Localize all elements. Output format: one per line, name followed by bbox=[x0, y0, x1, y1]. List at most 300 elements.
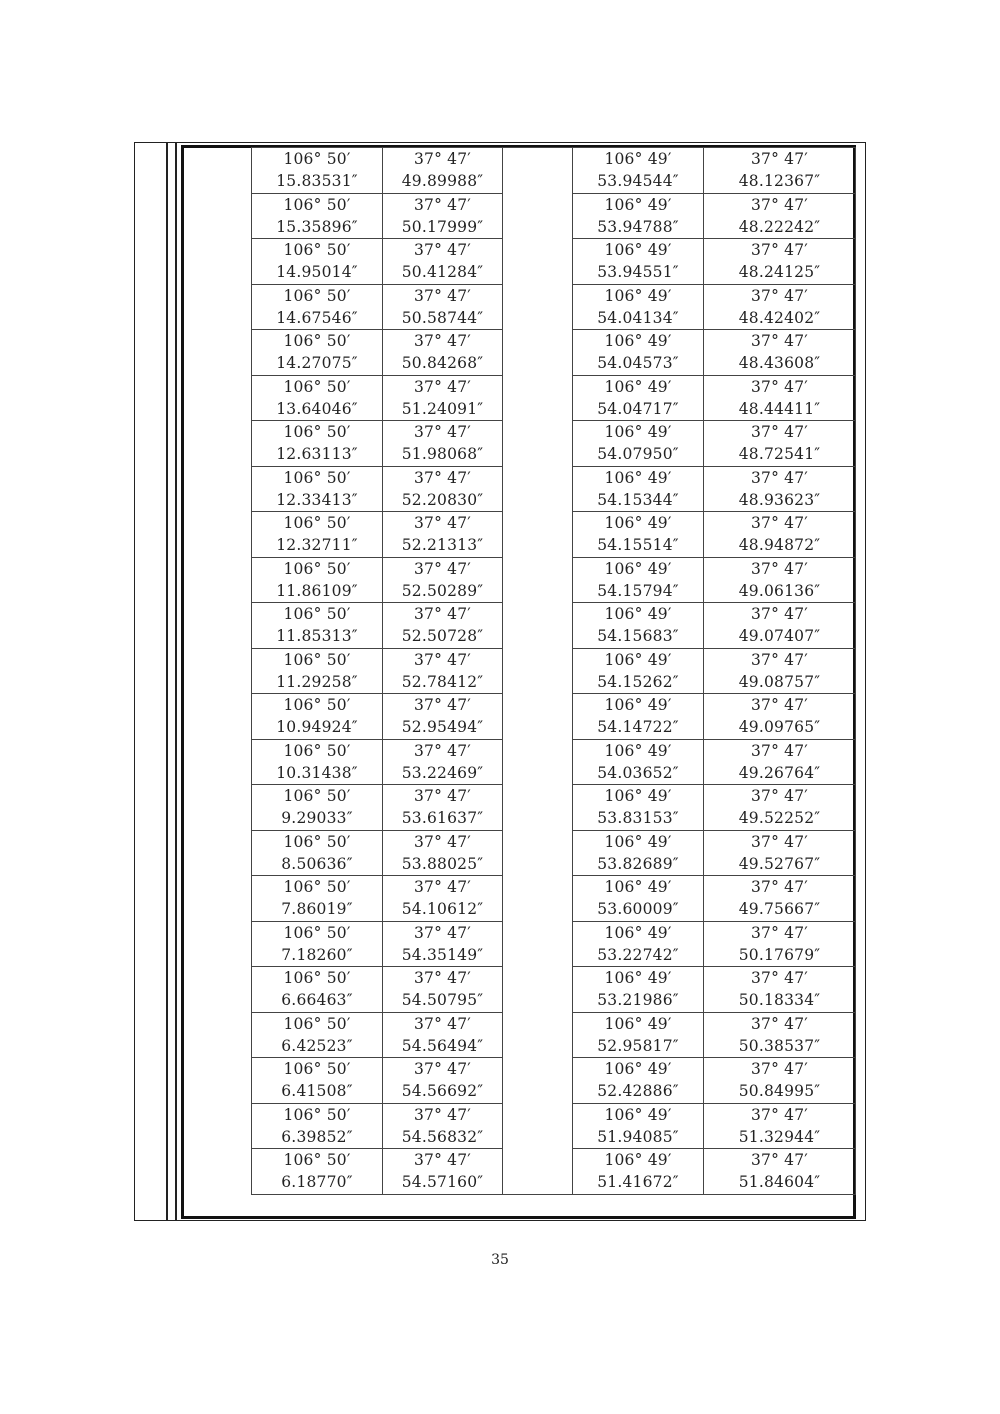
coordinate-text: 54.15344″ bbox=[597, 490, 679, 509]
longitude-cell-1 bbox=[252, 193, 383, 239]
coordinate-text: 52.20830″ bbox=[401, 490, 484, 509]
coordinate-text: 50.38537″ bbox=[738, 1036, 821, 1055]
coordinate-text: 106° 50′ bbox=[283, 377, 351, 396]
coordinate-text: 49.52252″ bbox=[738, 809, 821, 828]
coordinate-text: 50.84268″ bbox=[401, 354, 484, 373]
coordinate-text: 54.56832″ bbox=[401, 1127, 484, 1146]
longitude-cell-1 bbox=[252, 830, 383, 876]
longitude-cell-1 bbox=[252, 694, 383, 740]
coordinate-text: 50.84995″ bbox=[738, 1082, 821, 1101]
coordinate-text: 49.75667″ bbox=[738, 900, 821, 919]
coordinate-text: 8.50636″ bbox=[281, 854, 353, 873]
longitude-cell-1 bbox=[252, 785, 383, 831]
coordinate-text: 54.15794″ bbox=[597, 581, 679, 600]
coordinate-text: 49.09765″ bbox=[738, 718, 821, 737]
coordinate-text: 37° 47′ bbox=[413, 1105, 472, 1124]
latitude-cell-1 bbox=[383, 557, 503, 603]
coordinate-text: 6.39852″ bbox=[281, 1127, 353, 1146]
longitude-cell-2 bbox=[573, 876, 704, 922]
coordinate-text: 106° 50′ bbox=[283, 286, 351, 305]
longitude-cell-2 bbox=[573, 603, 704, 649]
coordinate-text: 54.15514″ bbox=[597, 536, 679, 555]
empty-cell bbox=[503, 193, 573, 239]
coordinate-text: 52.50728″ bbox=[401, 627, 484, 646]
coordinate-text: 106° 50′ bbox=[283, 559, 351, 578]
longitude-cell-2 bbox=[573, 239, 704, 285]
coordinate-text: 106° 49′ bbox=[604, 787, 672, 806]
longitude-cell-2 bbox=[573, 739, 704, 785]
longitude-cell-2 bbox=[573, 1103, 704, 1149]
coordinate-text: 37° 47′ bbox=[750, 241, 809, 260]
coordinate-text: 54.35149″ bbox=[401, 945, 484, 964]
latitude-cell-2 bbox=[704, 785, 856, 831]
latitude-cell-2 bbox=[704, 694, 856, 740]
coordinate-text: 11.85313″ bbox=[276, 627, 358, 646]
coordinate-text: 106° 49′ bbox=[604, 150, 672, 169]
longitude-cell-2 bbox=[573, 330, 704, 376]
coordinate-table bbox=[251, 147, 856, 1195]
coordinate-text: 37° 47′ bbox=[750, 377, 809, 396]
longitude-cell-2 bbox=[573, 785, 704, 831]
coordinate-text: 37° 47′ bbox=[413, 741, 472, 760]
coordinate-text: 48.44411″ bbox=[738, 399, 821, 418]
longitude-cell-2 bbox=[573, 830, 704, 876]
coordinate-text: 37° 47′ bbox=[750, 195, 809, 214]
latitude-cell-1 bbox=[383, 921, 503, 967]
coordinate-text: 37° 47′ bbox=[750, 1014, 809, 1033]
coordinate-text: 37° 47′ bbox=[413, 514, 472, 533]
coordinate-text: 10.31438″ bbox=[276, 763, 358, 782]
coordinate-text: 6.41508″ bbox=[281, 1082, 353, 1101]
coordinate-text: 6.42523″ bbox=[281, 1036, 353, 1055]
coordinate-text: 48.22242″ bbox=[738, 217, 821, 236]
coordinate-text: 54.15262″ bbox=[597, 672, 679, 691]
latitude-cell-1 bbox=[383, 876, 503, 922]
empty-cell bbox=[503, 603, 573, 649]
coordinate-text: 37° 47′ bbox=[750, 286, 809, 305]
coordinate-text: 106° 49′ bbox=[604, 468, 672, 487]
coordinate-text: 51.94085″ bbox=[597, 1127, 679, 1146]
table-row bbox=[252, 330, 856, 376]
coordinate-text: 37° 47′ bbox=[413, 923, 472, 942]
coordinate-text: 54.14722″ bbox=[597, 718, 679, 737]
latitude-cell-1 bbox=[383, 603, 503, 649]
coordinate-text: 14.95014″ bbox=[276, 263, 358, 282]
coordinate-text: 54.56494″ bbox=[401, 1036, 484, 1055]
latitude-cell-1 bbox=[383, 648, 503, 694]
table-row bbox=[252, 1149, 856, 1195]
coordinate-text: 106° 50′ bbox=[283, 741, 351, 760]
coordinate-text: 52.21313″ bbox=[401, 536, 484, 555]
latitude-cell-2 bbox=[704, 921, 856, 967]
coordinate-text: 53.83153″ bbox=[597, 809, 679, 828]
latitude-cell-2 bbox=[704, 148, 856, 194]
coordinate-text: 48.94872″ bbox=[738, 536, 821, 555]
coordinate-text: 7.86019″ bbox=[281, 900, 353, 919]
latitude-cell-2 bbox=[704, 239, 856, 285]
coordinate-text: 14.67546″ bbox=[276, 308, 358, 327]
longitude-cell-2 bbox=[573, 967, 704, 1013]
longitude-cell-1 bbox=[252, 421, 383, 467]
coordinate-text: 37° 47′ bbox=[413, 468, 472, 487]
coordinate-text: 37° 47′ bbox=[413, 969, 472, 988]
coordinate-text: 12.63113″ bbox=[276, 445, 358, 464]
coordinate-text: 15.83531″ bbox=[276, 172, 358, 191]
empty-cell bbox=[503, 284, 573, 330]
coordinate-text: 37° 47′ bbox=[750, 1151, 809, 1170]
longitude-cell-1 bbox=[252, 648, 383, 694]
coordinate-text: 37° 47′ bbox=[750, 650, 809, 669]
coordinate-text: 106° 50′ bbox=[283, 423, 351, 442]
table-row bbox=[252, 694, 856, 740]
latitude-cell-2 bbox=[704, 284, 856, 330]
latitude-cell-1 bbox=[383, 193, 503, 239]
coordinate-text: 37° 47′ bbox=[750, 423, 809, 442]
latitude-cell-1 bbox=[383, 284, 503, 330]
longitude-cell-1 bbox=[252, 1012, 383, 1058]
coordinate-text: 48.93623″ bbox=[738, 490, 821, 509]
coordinate-text: 54.15683″ bbox=[597, 627, 679, 646]
table-row bbox=[252, 830, 856, 876]
longitude-cell-2 bbox=[573, 375, 704, 421]
empty-cell bbox=[503, 876, 573, 922]
empty-cell bbox=[503, 785, 573, 831]
coordinate-text: 49.52767″ bbox=[738, 854, 821, 873]
coordinate-text: 37° 47′ bbox=[413, 832, 472, 851]
latitude-cell-2 bbox=[704, 421, 856, 467]
latitude-cell-2 bbox=[704, 1012, 856, 1058]
latitude-cell-2 bbox=[704, 557, 856, 603]
coordinate-text: 49.07407″ bbox=[738, 627, 821, 646]
longitude-cell-1 bbox=[252, 512, 383, 558]
latitude-cell-2 bbox=[704, 739, 856, 785]
coordinate-text: 53.94788″ bbox=[597, 217, 679, 236]
coordinate-text: 37° 47′ bbox=[413, 423, 472, 442]
coordinate-text: 37° 47′ bbox=[750, 741, 809, 760]
table-row bbox=[252, 1012, 856, 1058]
coordinate-text: 106° 49′ bbox=[604, 605, 672, 624]
coordinate-text: 37° 47′ bbox=[750, 150, 809, 169]
coordinate-text: 106° 50′ bbox=[283, 969, 351, 988]
latitude-cell-1 bbox=[383, 375, 503, 421]
latitude-cell-1 bbox=[383, 694, 503, 740]
coordinate-text: 52.95817″ bbox=[597, 1036, 679, 1055]
table-row bbox=[252, 1103, 856, 1149]
longitude-cell-2 bbox=[573, 512, 704, 558]
table-row bbox=[252, 967, 856, 1013]
longitude-cell-1 bbox=[252, 148, 383, 194]
coordinate-text: 52.42886″ bbox=[597, 1082, 679, 1101]
coordinate-text: 51.98068″ bbox=[401, 445, 484, 464]
latitude-cell-2 bbox=[704, 375, 856, 421]
latitude-cell-2 bbox=[704, 512, 856, 558]
coordinate-text: 37° 47′ bbox=[750, 332, 809, 351]
coordinate-text: 106° 50′ bbox=[283, 696, 351, 715]
coordinate-text: 10.94924″ bbox=[276, 718, 358, 737]
coordinate-text: 54.56692″ bbox=[401, 1082, 484, 1101]
coordinate-text: 37° 47′ bbox=[413, 195, 472, 214]
longitude-cell-2 bbox=[573, 694, 704, 740]
latitude-cell-2 bbox=[704, 876, 856, 922]
left-column-divider bbox=[166, 142, 168, 1221]
empty-cell bbox=[503, 1103, 573, 1149]
coordinate-text: 106° 50′ bbox=[283, 1060, 351, 1079]
longitude-cell-1 bbox=[252, 603, 383, 649]
empty-cell bbox=[503, 148, 573, 194]
latitude-cell-2 bbox=[704, 1149, 856, 1195]
coordinate-text: 37° 47′ bbox=[413, 377, 472, 396]
coordinate-text: 11.29258″ bbox=[276, 672, 358, 691]
longitude-cell-2 bbox=[573, 466, 704, 512]
coordinate-text: 53.22742″ bbox=[597, 945, 679, 964]
left-column-double-divider bbox=[175, 142, 177, 1221]
coordinate-text: 53.60009″ bbox=[597, 900, 679, 919]
longitude-cell-2 bbox=[573, 1058, 704, 1104]
coordinate-text: 11.86109″ bbox=[276, 581, 358, 600]
coordinate-text: 50.41284″ bbox=[401, 263, 484, 282]
coordinate-text: 106° 49′ bbox=[604, 969, 672, 988]
coordinate-text: 106° 50′ bbox=[283, 1105, 351, 1124]
coordinate-text: 106° 50′ bbox=[283, 195, 351, 214]
latitude-cell-2 bbox=[704, 603, 856, 649]
table-row bbox=[252, 876, 856, 922]
latitude-cell-1 bbox=[383, 330, 503, 376]
coordinate-text: 54.57160″ bbox=[401, 1173, 484, 1192]
coordinate-text: 52.50289″ bbox=[401, 581, 484, 600]
coordinate-text: 53.88025″ bbox=[401, 854, 484, 873]
coordinate-text: 106° 49′ bbox=[604, 241, 672, 260]
coordinate-text: 53.61637″ bbox=[401, 809, 484, 828]
empty-cell bbox=[503, 512, 573, 558]
longitude-cell-2 bbox=[573, 193, 704, 239]
longitude-cell-1 bbox=[252, 375, 383, 421]
coordinate-text: 106° 49′ bbox=[604, 1014, 672, 1033]
coordinate-text: 37° 47′ bbox=[750, 468, 809, 487]
longitude-cell-1 bbox=[252, 466, 383, 512]
latitude-cell-1 bbox=[383, 830, 503, 876]
coordinate-text: 106° 49′ bbox=[604, 1105, 672, 1124]
latitude-cell-1 bbox=[383, 466, 503, 512]
latitude-cell-2 bbox=[704, 1103, 856, 1149]
coordinate-text: 49.08757″ bbox=[738, 672, 821, 691]
table-row bbox=[252, 239, 856, 285]
coordinate-text: 48.72541″ bbox=[738, 445, 821, 464]
latitude-cell-1 bbox=[383, 1103, 503, 1149]
empty-cell bbox=[503, 557, 573, 603]
coordinate-text: 54.03652″ bbox=[597, 763, 679, 782]
latitude-cell-2 bbox=[704, 193, 856, 239]
coordinate-text: 53.21986″ bbox=[597, 991, 679, 1010]
coordinate-text: 9.29033″ bbox=[281, 809, 353, 828]
coordinate-text: 14.27075″ bbox=[276, 354, 358, 373]
latitude-cell-1 bbox=[383, 512, 503, 558]
coordinate-text: 37° 47′ bbox=[413, 878, 472, 897]
longitude-cell-2 bbox=[573, 557, 704, 603]
coordinate-text: 12.32711″ bbox=[276, 536, 358, 555]
coordinate-text: 106° 49′ bbox=[604, 195, 672, 214]
coordinate-text: 49.26764″ bbox=[738, 763, 821, 782]
longitude-cell-1 bbox=[252, 1103, 383, 1149]
longitude-cell-2 bbox=[573, 1012, 704, 1058]
coordinate-text: 37° 47′ bbox=[413, 559, 472, 578]
empty-cell bbox=[503, 239, 573, 285]
latitude-cell-1 bbox=[383, 239, 503, 285]
latitude-cell-2 bbox=[704, 330, 856, 376]
coordinate-text: 50.17679″ bbox=[738, 945, 821, 964]
table-row bbox=[252, 466, 856, 512]
coordinate-text: 37° 47′ bbox=[750, 923, 809, 942]
table-row bbox=[252, 739, 856, 785]
coordinate-text: 37° 47′ bbox=[750, 878, 809, 897]
empty-cell bbox=[503, 694, 573, 740]
coordinate-text: 37° 47′ bbox=[750, 514, 809, 533]
coordinate-text: 106° 50′ bbox=[283, 923, 351, 942]
coordinate-text: 13.64046″ bbox=[276, 399, 358, 418]
coordinate-text: 37° 47′ bbox=[750, 1060, 809, 1079]
longitude-cell-1 bbox=[252, 921, 383, 967]
empty-cell bbox=[503, 830, 573, 876]
coordinate-text: 52.95494″ bbox=[401, 718, 484, 737]
table-row bbox=[252, 512, 856, 558]
table-row bbox=[252, 148, 856, 194]
coordinate-text: 6.66463″ bbox=[281, 991, 353, 1010]
coordinate-text: 106° 49′ bbox=[604, 423, 672, 442]
latitude-cell-1 bbox=[383, 785, 503, 831]
empty-cell bbox=[503, 967, 573, 1013]
coordinate-text: 51.32944″ bbox=[738, 1127, 821, 1146]
coordinate-text: 106° 49′ bbox=[604, 923, 672, 942]
coordinate-text: 37° 47′ bbox=[750, 559, 809, 578]
coordinate-text: 106° 50′ bbox=[283, 605, 351, 624]
coordinate-text: 54.04134″ bbox=[597, 308, 679, 327]
longitude-cell-2 bbox=[573, 1149, 704, 1195]
coordinate-text: 106° 49′ bbox=[604, 559, 672, 578]
latitude-cell-2 bbox=[704, 967, 856, 1013]
coordinate-text: 53.94551″ bbox=[597, 263, 679, 282]
coordinate-text: 37° 47′ bbox=[750, 1105, 809, 1124]
coordinate-table-body bbox=[252, 148, 856, 1195]
longitude-cell-1 bbox=[252, 557, 383, 603]
latitude-cell-2 bbox=[704, 830, 856, 876]
coordinate-text: 106° 49′ bbox=[604, 1060, 672, 1079]
coordinate-text: 106° 50′ bbox=[283, 787, 351, 806]
table-row bbox=[252, 1058, 856, 1104]
table-row bbox=[252, 557, 856, 603]
coordinate-text: 51.84604″ bbox=[738, 1173, 821, 1192]
coordinate-text: 54.07950″ bbox=[597, 445, 679, 464]
coordinate-text: 106° 49′ bbox=[604, 878, 672, 897]
coordinate-text: 106° 50′ bbox=[283, 650, 351, 669]
coordinate-text: 54.10612″ bbox=[401, 900, 484, 919]
coordinate-text: 106° 49′ bbox=[604, 741, 672, 760]
empty-cell bbox=[503, 375, 573, 421]
table-row bbox=[252, 421, 856, 467]
coordinate-text: 106° 49′ bbox=[604, 286, 672, 305]
coordinate-text: 37° 47′ bbox=[750, 832, 809, 851]
coordinate-text: 53.82689″ bbox=[597, 854, 679, 873]
coordinate-text: 106° 49′ bbox=[604, 1151, 672, 1170]
coordinate-text: 54.04573″ bbox=[597, 354, 679, 373]
coordinate-text: 106° 50′ bbox=[283, 878, 351, 897]
page-number: 35 bbox=[491, 1252, 509, 1268]
coordinate-text: 37° 47′ bbox=[413, 696, 472, 715]
coordinate-text: 48.42402″ bbox=[738, 308, 821, 327]
coordinate-text: 6.18770″ bbox=[281, 1173, 353, 1192]
latitude-cell-1 bbox=[383, 967, 503, 1013]
coordinate-text: 37° 47′ bbox=[750, 696, 809, 715]
latitude-cell-2 bbox=[704, 648, 856, 694]
longitude-cell-1 bbox=[252, 239, 383, 285]
coordinate-text: 49.89988″ bbox=[401, 172, 484, 191]
coordinate-text: 50.17999″ bbox=[401, 217, 484, 236]
latitude-cell-1 bbox=[383, 421, 503, 467]
latitude-cell-2 bbox=[704, 466, 856, 512]
longitude-cell-2 bbox=[573, 284, 704, 330]
longitude-cell-2 bbox=[573, 921, 704, 967]
coordinate-text: 37° 47′ bbox=[413, 150, 472, 169]
coordinate-text: 106° 50′ bbox=[283, 832, 351, 851]
table-row bbox=[252, 648, 856, 694]
coordinate-text: 54.50795″ bbox=[401, 991, 484, 1010]
coordinate-text: 106° 50′ bbox=[283, 241, 351, 260]
empty-cell bbox=[503, 466, 573, 512]
latitude-cell-1 bbox=[383, 148, 503, 194]
coordinate-text: 37° 47′ bbox=[413, 1151, 472, 1170]
coordinate-text: 37° 47′ bbox=[413, 1014, 472, 1033]
coordinate-text: 37° 47′ bbox=[413, 650, 472, 669]
coordinate-text: 106° 50′ bbox=[283, 1014, 351, 1033]
coordinate-text: 106° 49′ bbox=[604, 514, 672, 533]
coordinate-text: 54.04717″ bbox=[597, 399, 679, 418]
table-row bbox=[252, 785, 856, 831]
latitude-cell-1 bbox=[383, 1058, 503, 1104]
coordinate-text: 12.33413″ bbox=[276, 490, 358, 509]
empty-cell bbox=[503, 921, 573, 967]
coordinate-text: 15.35896″ bbox=[276, 217, 358, 236]
coordinate-text: 106° 49′ bbox=[604, 696, 672, 715]
coordinate-text: 106° 49′ bbox=[604, 332, 672, 351]
longitude-cell-1 bbox=[252, 330, 383, 376]
coordinate-text: 106° 50′ bbox=[283, 1151, 351, 1170]
coordinate-text: 53.22469″ bbox=[401, 763, 484, 782]
coordinate-text: 48.24125″ bbox=[738, 263, 821, 282]
empty-cell bbox=[503, 1149, 573, 1195]
coordinate-text: 37° 47′ bbox=[413, 605, 472, 624]
coordinate-text: 106° 50′ bbox=[283, 468, 351, 487]
coordinate-text: 7.18260″ bbox=[281, 945, 353, 964]
longitude-cell-2 bbox=[573, 421, 704, 467]
table-row bbox=[252, 921, 856, 967]
coordinate-text: 106° 49′ bbox=[604, 650, 672, 669]
coordinate-text: 37° 47′ bbox=[413, 1060, 472, 1079]
coordinate-text: 51.41672″ bbox=[597, 1173, 679, 1192]
coordinate-text: 52.78412″ bbox=[401, 672, 484, 691]
longitude-cell-2 bbox=[573, 148, 704, 194]
longitude-cell-1 bbox=[252, 284, 383, 330]
coordinate-text: 48.12367″ bbox=[738, 172, 821, 191]
coordinate-text: 37° 47′ bbox=[413, 332, 472, 351]
empty-cell bbox=[503, 1012, 573, 1058]
coordinate-text: 106° 50′ bbox=[283, 332, 351, 351]
latitude-cell-1 bbox=[383, 1012, 503, 1058]
coordinate-text: 106° 49′ bbox=[604, 377, 672, 396]
longitude-cell-1 bbox=[252, 739, 383, 785]
table-row bbox=[252, 284, 856, 330]
coordinate-text: 37° 47′ bbox=[413, 787, 472, 806]
table-row bbox=[252, 375, 856, 421]
coordinate-text: 50.18334″ bbox=[738, 991, 821, 1010]
longitude-cell-1 bbox=[252, 1149, 383, 1195]
